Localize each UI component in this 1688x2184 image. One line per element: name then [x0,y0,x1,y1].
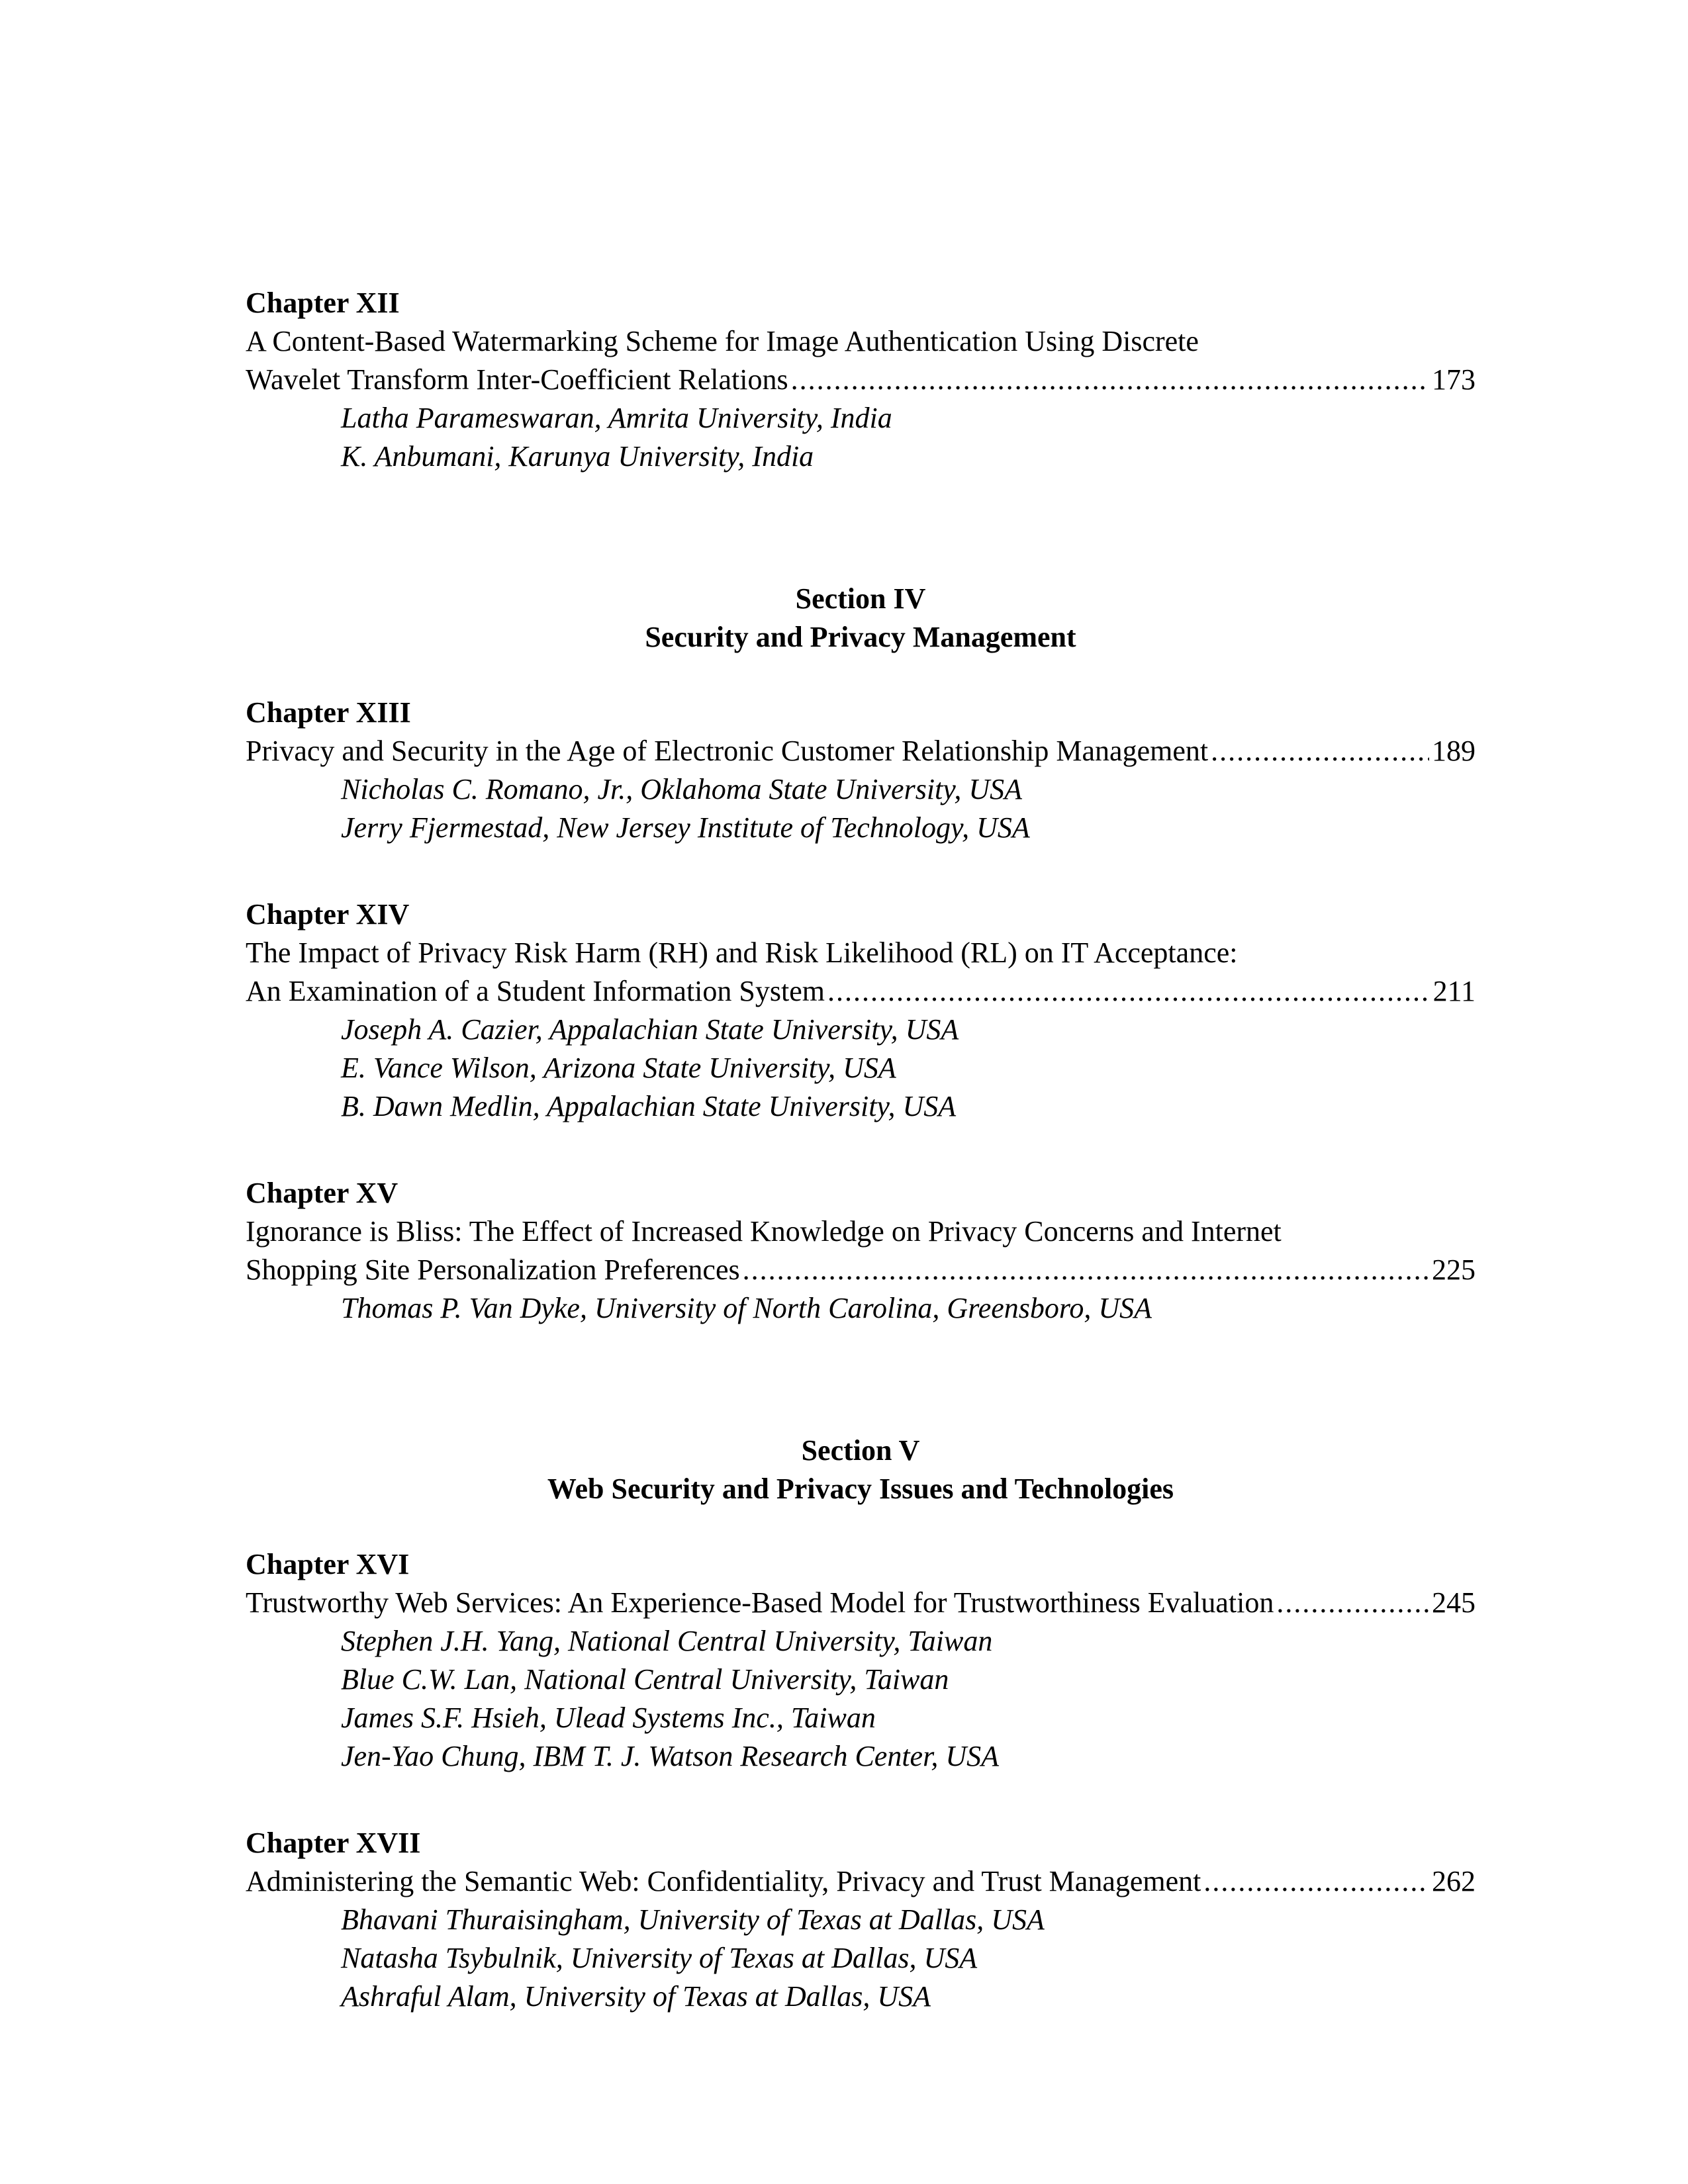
chapter-title-leader-line [246,1862,1476,1901]
page-number: 225 [1432,1253,1476,1286]
page-number: 211 [1432,975,1476,1007]
author-affiliation: Bhavani Thuraisingham, University of Texas at Dallas, USA [341,1903,1045,1936]
chapter-label: Chapter XV [246,1177,399,1209]
section-heading-v [246,1432,1476,1508]
chapter-label: Chapter XIII [246,696,411,729]
chapter-title-line: Ignorance is Bliss: The Effect of Increased Knowledge on Privacy Concerns and Internet [246,1215,1282,1248]
toc-entry-chapter-xiv [246,895,1476,1126]
section-title: Web Security and Privacy Issues and Technologies [547,1473,1174,1505]
chapter-title-line: Administering the Semantic Web: Confidentiality, Privacy and Trust Management [246,1865,1201,1897]
author-affiliation: James S.F. Hsieh, Ulead Systems Inc., Taiwan [341,1702,876,1734]
author-affiliation: K. Anbumani, Karunya University, India [341,440,814,473]
page-number: 189 [1432,735,1476,767]
toc-entry-chapter-xiii [246,694,1476,847]
section-number: Section V [801,1434,920,1467]
chapter-title-leader-line [246,732,1476,770]
toc-entry-chapter-xvii [246,1824,1476,2016]
chapter-label: Chapter XIV [246,898,410,931]
toc-entry-chapter-xii [246,284,1476,476]
dot-leader [1211,732,1429,770]
section-title: Security and Privacy Management [645,621,1076,653]
chapter-title-leader-line [246,1584,1476,1622]
author-affiliation: Natasha Tsybulnik, University of Texas at Dallas, USA [341,1942,978,1974]
author-affiliation: E. Vance Wilson, Arizona State University, USA [341,1052,896,1084]
chapter-label: Chapter XVI [246,1548,410,1580]
section-heading-iv [246,580,1476,657]
author-affiliation: Stephen J.H. Yang, National Central University, Taiwan [341,1625,993,1657]
author-affiliation: Ashraful Alam, University of Texas at Dallas, USA [341,1980,931,2013]
page-number: 245 [1432,1586,1476,1619]
author-affiliation: B. Dawn Medlin, Appalachian State University, USA [341,1090,957,1122]
chapter-title-line: Trustworthy Web Services: An Experience-Based Model for Trustworthiness Evaluation [246,1586,1274,1619]
chapter-title-leader-line [246,972,1476,1011]
section-number: Section IV [795,582,926,615]
dot-leader [791,361,1429,399]
chapter-title-leader-line [246,1251,1476,1289]
chapter-title-line: The Impact of Privacy Risk Harm (RH) and Risk Likelihood (RL) on IT Acceptance: [246,936,1238,969]
chapter-label: Chapter XVII [246,1827,421,1859]
dot-leader [1203,1862,1429,1901]
author-affiliation: Jerry Fjermestad, New Jersey Institute of Technology, USA [341,811,1030,844]
author-affiliation: Jen-Yao Chung, IBM T. J. Watson Research Center, USA [341,1740,999,1772]
chapter-title-line: Shopping Site Personalization Preferences [246,1253,740,1286]
table-of-contents [246,284,1476,2016]
dot-leader [743,1251,1429,1289]
chapter-label: Chapter XII [246,287,400,319]
author-affiliation: Blue C.W. Lan, National Central University, Taiwan [341,1663,949,1696]
author-affiliation: Nicholas C. Romano, Jr., Oklahoma State University, USA [341,773,1023,805]
chapter-title-line: A Content-Based Watermarking Scheme for Image Authentication Using Discrete [246,325,1199,357]
dot-leader [827,972,1430,1011]
chapter-title-line: Privacy and Security in the Age of Electronic Customer Relationship Management [246,735,1209,767]
author-affiliation: Thomas P. Van Dyke, University of North Carolina, Greensboro, USA [341,1292,1152,1324]
chapter-title-leader-line [246,361,1476,399]
page-number: 262 [1432,1865,1476,1897]
author-affiliation: Joseph A. Cazier, Appalachian State University, USA [341,1013,959,1046]
toc-entry-chapter-xv [246,1174,1476,1328]
toc-entry-chapter-xvi [246,1545,1476,1776]
chapter-title-line: An Examination of a Student Information System [246,975,825,1007]
chapter-title-line: Wavelet Transform Inter-Coefficient Relations [246,363,788,396]
author-affiliation: Latha Parameswaran, Amrita University, India [341,402,892,434]
page-number: 173 [1432,363,1476,396]
dot-leader [1276,1584,1429,1622]
